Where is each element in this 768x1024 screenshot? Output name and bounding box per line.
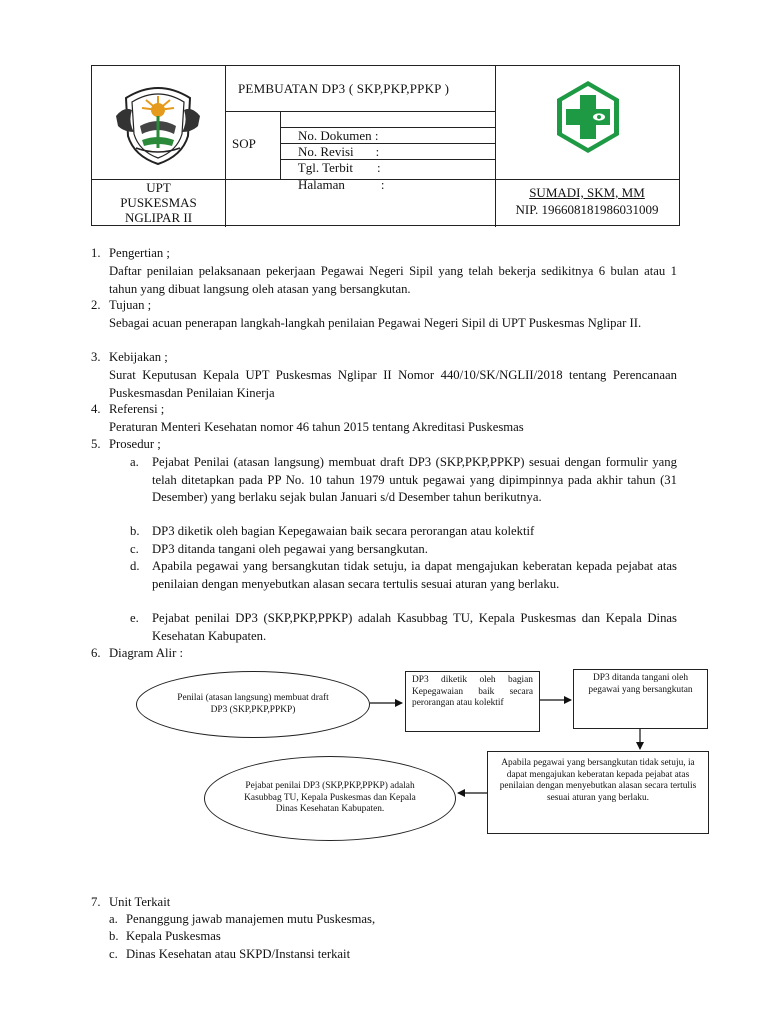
procedure-item-text: Pejabat Penilai (atasan langsung) membuat draft DP3 (SKP,PKP,PPKP) sesuai dengan formulir yang telah ditetapkan pada PP No. 10 tahun 1979 untuk pegawai yang dipimpinnya pada akhir tahun (31 Desember) yang berlaku sejak bulan Januari s/d Desember tahun berikutnya. (152, 455, 677, 505)
procedure-item-text: DP3 diketik oleh bagian Kepegawaian baik secara perorangan atau kolektif (152, 524, 535, 538)
puskesmas-green-cross-logo (555, 79, 621, 155)
unit-name (92, 180, 225, 225)
meta-row-page (285, 162, 385, 207)
unit-name-line: NGLIPAR II (124, 210, 193, 225)
list-item-label: b. (130, 524, 140, 538)
meta-label: No. Dokumen (298, 128, 372, 143)
section-text-tujuan: Sebagai acuan penerapan langkah-langkah penilaian Pegawai Negeri Sipil di UPT Puskesmas Nglipar II. (109, 316, 642, 330)
section-text-pengertian: Daftar penilaian pelaksanaan pekerjaan Pegawai Negeri Sipil yang telah bekerja sedikitnya 6 bulan atau 1 tahun yang dibuat langsung oleh atasan yang bersangkutan. (109, 264, 677, 296)
section-number: 4. (91, 402, 101, 416)
section-number: 6. (91, 646, 101, 660)
sop-label: SOP (232, 136, 256, 151)
flow-node-diketik (405, 671, 540, 732)
meta-label: No. Revisi (298, 144, 354, 159)
section-title-diagram-alir: Diagram Alir : (109, 646, 183, 660)
section-number: 2. (91, 298, 101, 312)
procedure-item-text: Apabila pegawai yang bersangkutan tidak setuju, ia dapat mengajukan keberatan kepada pejabat atas penilaian dengan menyebutkan alasan secara tertulis sesuai aturan yang berlaku. (152, 559, 677, 591)
flow-node-keberatan (487, 751, 709, 834)
unit-name-line: PUSKESMAS (120, 195, 197, 210)
unit-name-line: UPT (146, 180, 171, 195)
section-title-tujuan: Tujuan ; (109, 298, 152, 312)
table-divider (225, 66, 226, 227)
list-item-label: e. (130, 611, 139, 625)
meta-separator: : (375, 144, 380, 159)
table-divider (280, 111, 281, 179)
procedure-item-text: Pejabat penilai DP3 (SKP,PKP,PPKP) adalah Kasubbag TU, Kepala Puskesmas dan Kepala Dinas Kesehatan Kabupaten. (152, 611, 677, 643)
flow-node-text: DP3 ditanda tangani oleh pegawai yang bersangkutan (588, 673, 693, 695)
section-title-prosedur: Prosedur ; (109, 437, 161, 451)
section-number: 3. (91, 350, 101, 364)
section-text-kebijakan: Surat Keputusan Kepala UPT Puskesmas Nglipar II Nomor 440/10/SK/NGLII/2018 tentang Perencanaan Puskesmasdan Penilaian Kinerja (109, 368, 677, 400)
section-title-kebijakan: Kebijakan ; (109, 350, 168, 364)
list-item-label: a. (130, 455, 139, 469)
list-item-label: d. (130, 559, 140, 573)
signer-name: SUMADI, SKM, MM (529, 185, 645, 200)
unit-item-text: Kepala Puskesmas (126, 929, 221, 943)
flow-node-ditandatangani (573, 669, 708, 729)
section-title-referensi: Referensi ; (109, 402, 165, 416)
table-divider (225, 111, 495, 112)
meta-separator: : (374, 128, 379, 143)
flow-node-pejabat-penilai (204, 756, 456, 841)
unit-item-text: Dinas Kesehatan atau SKPD/Instansi terkait (126, 947, 351, 961)
section-number: 5. (91, 437, 101, 451)
section-title-unit-terkait: Unit Terkait (109, 895, 171, 909)
regency-crest-logo (112, 76, 204, 168)
signer-nip: NIP. 196608181986031009 (515, 202, 659, 217)
meta-label: Halaman (298, 177, 345, 192)
section-title-pengertian: Pengertian ; (109, 246, 170, 260)
list-item-label: b. (109, 929, 119, 943)
section-text-referensi: Peraturan Menteri Kesehatan nomor 46 tahun 2015 tentang Akreditasi Puskesmas (109, 420, 524, 434)
procedure-item-text: DP3 ditanda tangani oleh pegawai yang bersangkutan. (152, 542, 428, 556)
document-title: PEMBUATAN DP3 ( SKP,PKP,PPKP ) (238, 81, 450, 96)
meta-label: Tgl. Terbit (297, 160, 353, 175)
flow-node-text: DP3 diketik oleh bagian Kepegawaian baik secara perorangan atau kolektif (412, 675, 533, 708)
flow-node-penilai (136, 671, 370, 738)
section-number: 1. (91, 246, 101, 260)
meta-separator: : (376, 160, 381, 175)
list-item-label: c. (130, 542, 139, 556)
section-number: 7. (91, 895, 101, 909)
meta-separator: : (380, 177, 385, 192)
unit-item-text: Penanggung jawab manajemen mutu Puskesmas, (126, 912, 376, 926)
flow-node-text: Pejabat penilai DP3 (SKP,PKP,PPKP) adalah Kasubbag TU, Kepala Puskesmas dan Kepala Dinas Kesehatan Kabupaten. (244, 781, 416, 815)
flow-node-text: Penilai (atasan langsung) membuat draft DP3 (SKP,PKP,PPKP) (177, 693, 329, 715)
sop-header-table (91, 65, 680, 226)
flow-node-text: Apabila pegawai yang bersangkutan tidak setuju, ia dapat mengajukan keberatan kepada pejabat atas penilaian dengan menyebutkan alasan secara tertulis sesuai aturan yang berlaku. (499, 758, 697, 803)
list-item-label: a. (109, 912, 118, 926)
list-item-label: c. (109, 947, 118, 961)
